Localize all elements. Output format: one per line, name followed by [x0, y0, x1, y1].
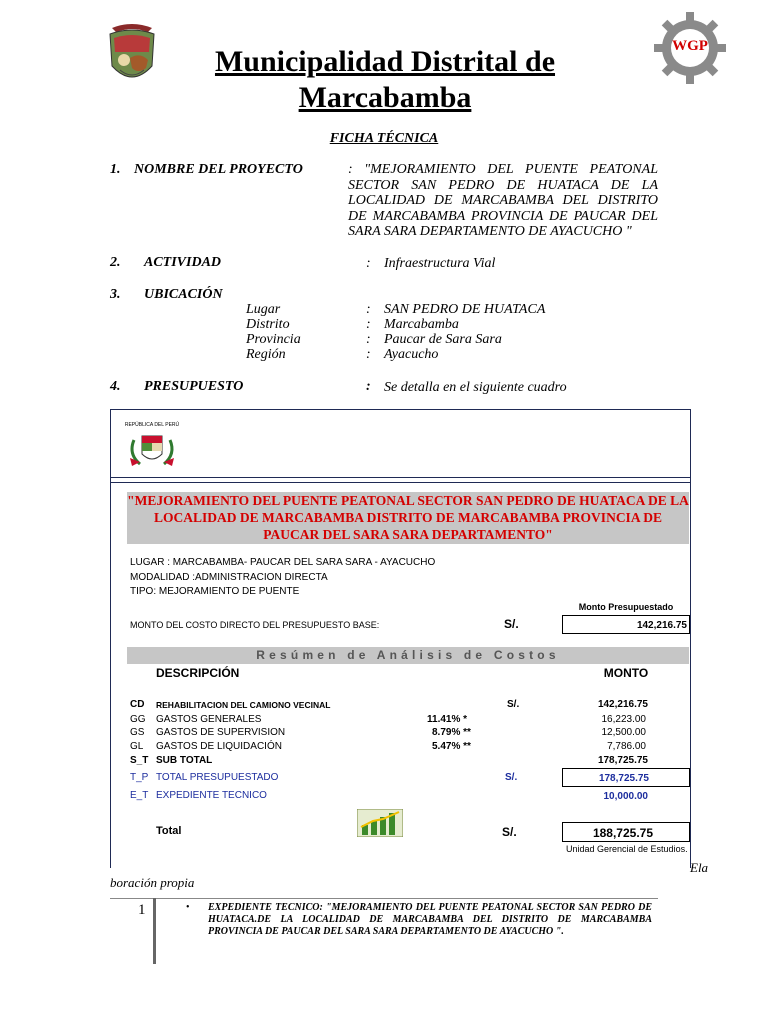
row-amount-et: 10,000.00 — [603, 791, 648, 802]
ubicacion-provincia-colon: : — [366, 332, 371, 347]
row-desc-cd: REHABILITACION DEL CAMIONO VECINAL — [156, 700, 331, 710]
monto-presupuestado-header: Monto Presupuestado — [578, 602, 674, 612]
section-label-ubicacion: UBICACIÓN — [144, 287, 223, 302]
ubicacion-distrito-colon: : — [366, 317, 371, 332]
footer-top-rule — [110, 898, 658, 899]
footnote-bullet: • — [186, 902, 190, 913]
col-monto: MONTO — [603, 666, 649, 680]
wgp-logo-text: WGP — [672, 38, 708, 54]
row-desc-gl: GASTOS DE LIQUIDACIÓN — [156, 741, 282, 752]
row-desc-tp: TOTAL PRESUPUESTADO — [156, 772, 279, 783]
total-currency: S/. — [502, 825, 517, 839]
row-desc-gg: GASTOS GENERALES — [156, 714, 262, 725]
section-number-4: 4. — [110, 379, 121, 394]
row-desc-st: SUB TOTAL — [156, 755, 213, 766]
costo-directo-currency: S/. — [504, 617, 519, 631]
row-desc-gs: GASTOS DE SUPERVISION — [156, 727, 286, 738]
total-label: Total — [156, 825, 182, 837]
resumen-title: Resúmen de Análisis de Costos — [127, 647, 689, 664]
actividad-value: Infraestructura Vial — [384, 256, 496, 271]
row-code-gs: GS — [130, 727, 145, 738]
chart-icon — [357, 809, 403, 837]
info-modalidad: MODALIDAD :ADMINISTRACION DIRECTA — [130, 572, 328, 583]
row-code-st: S_T — [130, 755, 149, 766]
row-amount-gs: 12,500.00 — [601, 727, 646, 738]
ubicacion-provincia-label: Provincia — [246, 332, 301, 347]
footer-vertical-rule — [153, 898, 156, 964]
section-number-3: 3. — [110, 287, 121, 302]
seal-caption: REPÚBLICA DEL PERÚ — [124, 422, 180, 428]
row-code-cd: CD — [130, 699, 145, 710]
ubicacion-provincia-value: Paucar de Sara Sara — [384, 332, 502, 347]
row-pct-gl: 5.47% ** — [432, 741, 471, 752]
row-currency-tp: S/. — [505, 772, 518, 783]
row-amount-tp: 178,725.75 — [562, 768, 690, 787]
row-code-et: E_T — [130, 790, 149, 801]
budget-divider — [110, 477, 690, 483]
row-pct-gs: 8.79% ** — [432, 727, 471, 738]
costo-directo-label: MONTO DEL COSTO DIRECTO DEL PRESUPUESTO BASE: — [130, 620, 380, 630]
col-descripcion: DESCRIPCIÓN — [156, 666, 240, 680]
row-code-gg: GG — [130, 714, 146, 725]
footnote-text: EXPEDIENTE TECNICO: "MEJORAMIENTO DEL PUENTE PEATONAL SECTOR SAN PEDRO DE HUATACA.DE LA LOCALIDAD DE MARCABAMBA DEL DISTRITO DE MARCABAMBA PROVINCIA DE PAUCAR DEL SARA SARA DEPARTAMENTO DE AYACUCHO ". — [208, 902, 652, 937]
row-desc-et: EXPEDIENTE TECNICO — [156, 790, 267, 801]
unidad-gerencial: Unidad Gerencial de Estudios. — [566, 844, 688, 854]
costo-directo-value: 142,216.75 — [562, 615, 690, 634]
section-label-presupuesto: PRESUPUESTO — [144, 379, 244, 394]
section-label-actividad: ACTIVIDAD — [144, 255, 222, 270]
project-title-banner: "MEJORAMIENTO DEL PUENTE PEATONAL SECTOR SAN PEDRO DE HUATACA DE LA LOCALIDAD DE MARCABAMBA DISTRITO DE MARCABAMBA PROVINCIA DE PAUCAR DEL SARA SARA DEPARTAMENTO" — [127, 493, 689, 542]
ubicacion-lugar-label: Lugar — [246, 302, 281, 317]
row-code-gl: GL — [130, 741, 144, 752]
section-number-2: 2. — [110, 255, 121, 270]
presupuesto-colon: : — [366, 379, 371, 394]
presupuesto-value: Se detalla en el siguiente cuadro — [384, 380, 567, 395]
row-currency-cd: S/. — [507, 699, 520, 710]
ubicacion-distrito-label: Distrito — [246, 317, 290, 332]
project-name-value: : "MEJORAMIENTO DEL PUENTE PEATONAL SECTOR SAN PEDRO DE HUATACA DE LA LOCALIDAD DE MARCABAMBA DEL DISTRITO DE MARCABAMBA PROVINCIA DE PAUCAR DEL SARA SARA DEPARTAMENTO DE AYACUCHO " — [348, 162, 658, 239]
row-code-tp: T_P — [130, 772, 149, 783]
total-value: 188,725.75 — [562, 822, 690, 842]
ubicacion-distrito-value: Marcabamba — [384, 317, 459, 332]
row-pct-gg: 11.41% * — [427, 714, 468, 725]
ubicacion-region-value: Ayacucho — [384, 347, 439, 362]
row-amount-cd: 142,216.75 — [597, 699, 648, 710]
actividad-colon: : — [366, 256, 371, 271]
ubicacion-lugar-colon: : — [366, 302, 371, 317]
info-tipo: TIPO: MEJORAMIENTO DE PUENTE — [130, 586, 300, 597]
ubicacion-region-colon: : — [366, 347, 371, 362]
page-title: Municipalidad Distrital de Marcabamba — [214, 45, 556, 114]
section-number-1: 1. — [110, 162, 121, 177]
page-number: 1 — [138, 902, 146, 918]
row-amount-gl: 7,786.00 — [607, 741, 646, 752]
ubicacion-region-label: Región — [246, 347, 286, 362]
info-lugar: LUGAR : MARCABAMBA- PAUCAR DEL SARA SARA - AYACUCHO — [130, 557, 436, 568]
elaboracion-part2: boración propia — [110, 875, 195, 890]
document-subtitle: FICHA TÉCNICA — [329, 131, 439, 146]
ubicacion-lugar-value: SAN PEDRO DE HUATACA — [384, 302, 546, 317]
row-amount-st: 178,725.75 — [597, 755, 648, 766]
row-amount-gg: 16,223.00 — [601, 714, 646, 725]
section-label-nombre: NOMBRE DEL PROYECTO — [134, 162, 303, 177]
elaboracion-part1: Ela — [690, 860, 709, 875]
